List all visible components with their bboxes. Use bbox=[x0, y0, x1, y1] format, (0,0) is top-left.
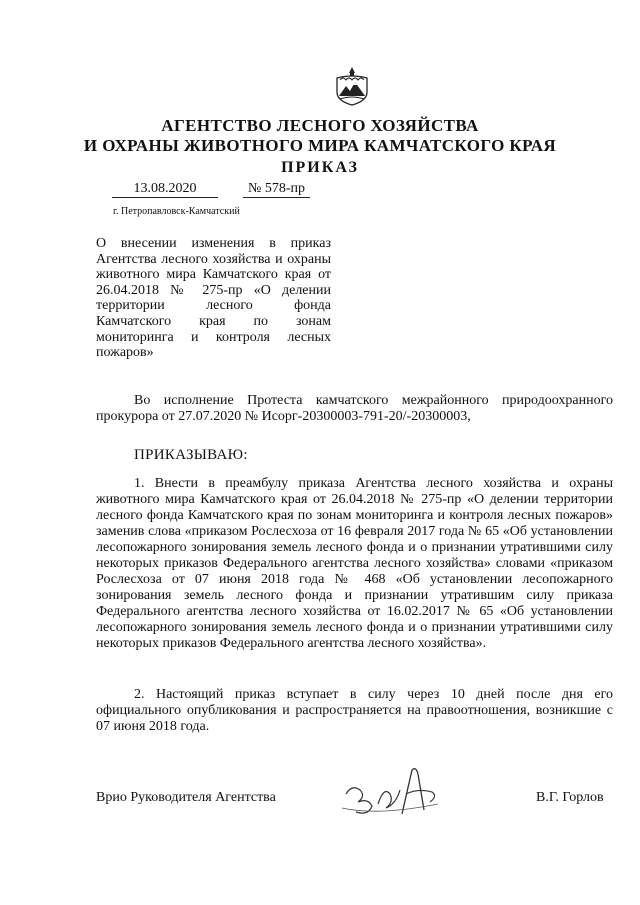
order-subject: О внесении изменения в приказ Агентства лесного хозяйства и охраны животного мира Камчатского края от 26.04.2018 № 275-пр «О делении территории лесного фонда Камчатского края по зонам мониторинга и контроля лесных пожаров» bbox=[96, 236, 331, 361]
order-date: 13.08.2020 bbox=[112, 181, 218, 198]
document-type: ПРИКАЗ bbox=[281, 159, 359, 176]
city-label: г. Петропавловск-Камчатский bbox=[113, 206, 240, 217]
coat-of-arms-icon bbox=[331, 66, 373, 106]
signatory-name: В.Г. Горлов bbox=[536, 790, 604, 805]
order-item-1: 1. Внести в преамбулу приказа Агентства лесного хозяйства и охраны животного мира Камчатского края от 26.04.2018 № 275-пр «О делении территории лесного фонда Камчатского края по зонам мониторинга и контроля лесных пожаров» заменив слова «приказом Рослесхоза от 16 февраля 2017 года № 65 «Об установлении лесопожарного зонирования земель лесного фонда и о признании утратившими силу некоторых приказов Федерального агентства лесного хозяйства» словами «приказом Рослесхоза от 07 июня 2018 года № 468 «Об установлении лесопожарного зонирования земель лесного фонда и признании утратившим силу приказа Федерального агентства лесного хозяйства от 16.02.2017 № 65 «Об установлении лесопожарного зонирования земель лесного фонда и о признании утратившими силу некоторых приказов Федерального агентства лесного хозяйства». bbox=[96, 476, 613, 651]
agency-title-line1: АГЕНТСТВО ЛЕСНОГО ХОЗЯЙСТВА bbox=[161, 116, 479, 135]
handwritten-signature bbox=[338, 764, 448, 824]
signatory-position: Врио Руководителя Агентства bbox=[96, 790, 276, 805]
order-item-2: 2. Настоящий приказ вступает в силу через 10 дней после дня его официального опубликования и распространяется на правоотношения, возникшие с 07 июня 2018 года. bbox=[96, 687, 613, 734]
order-word: ПРИКАЗЫВАЮ: bbox=[134, 447, 248, 463]
agency-title-line2: И ОХРАНЫ ЖИВОТНОГО МИРА КАМЧАТСКОГО КРАЯ bbox=[83, 136, 557, 155]
order-number: № 578-пр bbox=[243, 181, 310, 198]
intro-paragraph: Во исполнение Протеста камчатского межрайонного природоохранного прокурора от 27.07.2020 № Исорг-20300003-791-20/-20300003, bbox=[96, 393, 613, 424]
